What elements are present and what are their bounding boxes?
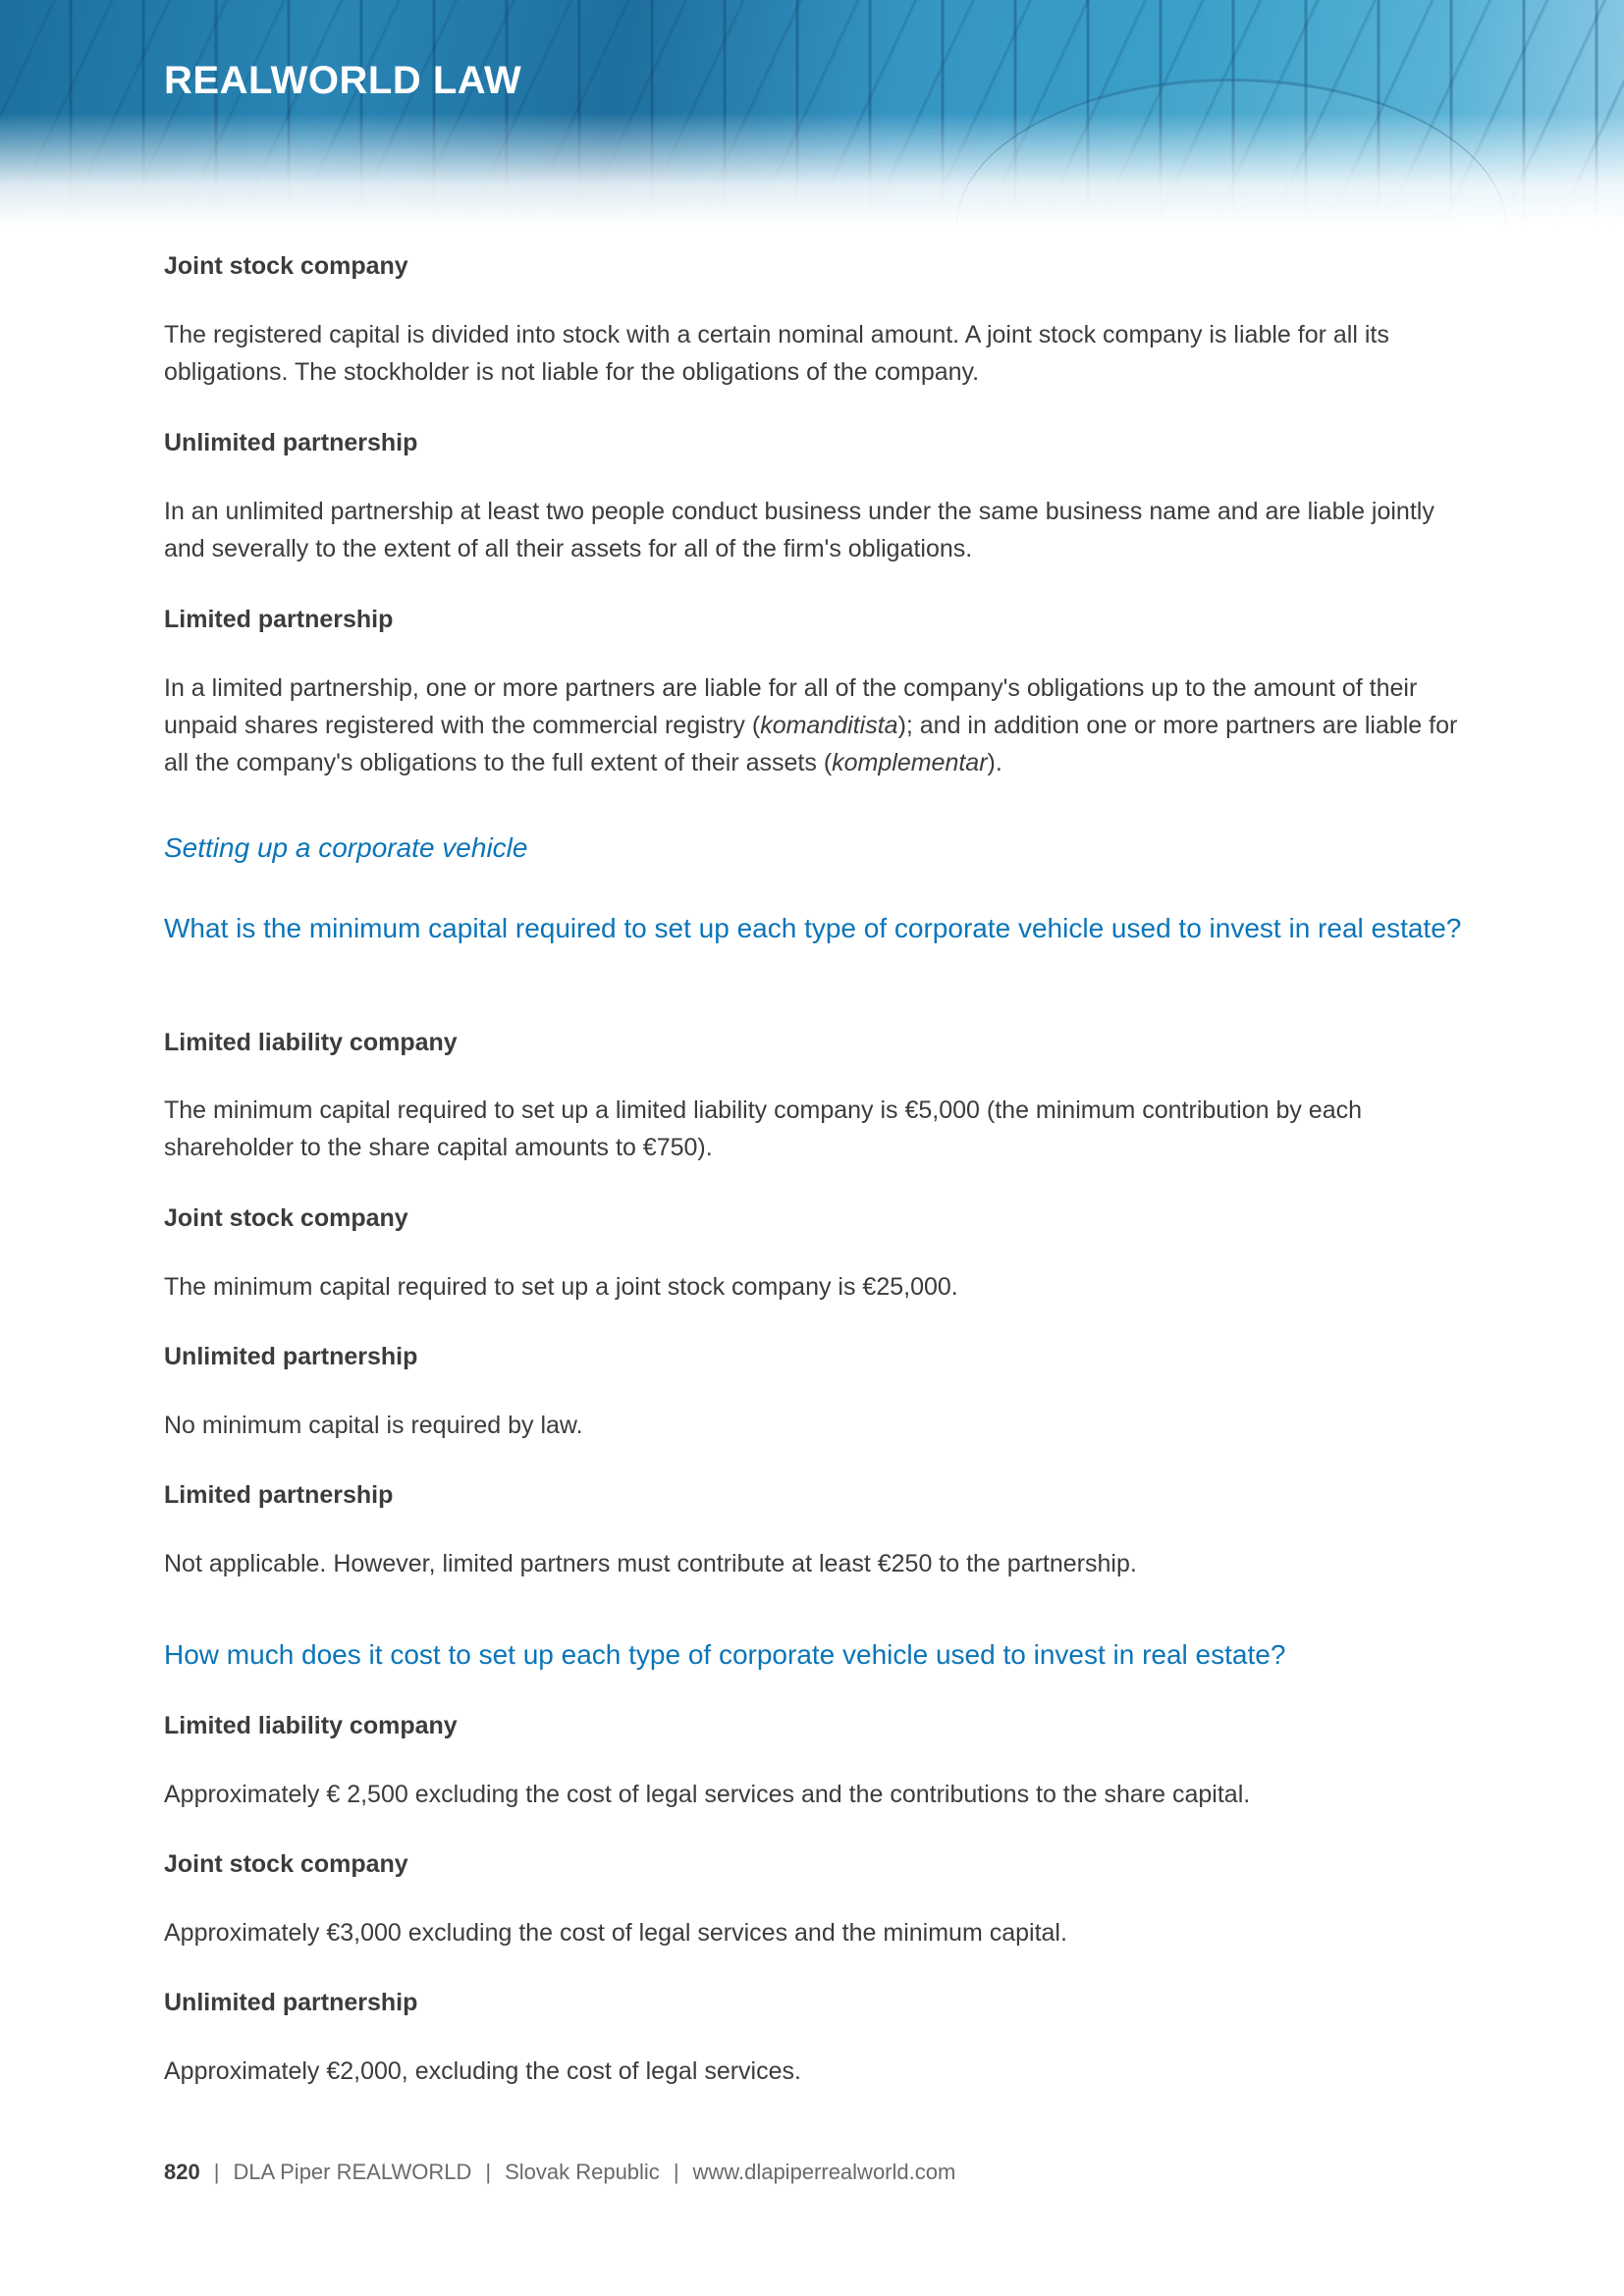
term-komplementar: komplementar	[832, 749, 988, 776]
heading-joint-stock-company: Joint stock company	[164, 252, 408, 280]
q1-heading-lp: Limited partnership	[164, 1481, 394, 1509]
heading-limited-partnership: Limited partnership	[164, 606, 394, 633]
q2-heading-up: Unlimited partnership	[164, 1989, 418, 2016]
paragraph-unlimited-partnership: In an unlimited partnership at least two people conduct business under the same business name and are liable jointly and severally to the extent of all their assets for all of the firm's obligations.	[164, 498, 1435, 562]
question-setup-cost: How much does it cost to set up each type of corporate vehicle used to invest in real estate?	[164, 1639, 1286, 1670]
footer-publication: DLA Piper REALWORLD	[233, 2160, 472, 2184]
section-title: Setting up a corporate vehicle	[164, 832, 528, 863]
footer-separator: |	[485, 2160, 492, 2184]
q2-heading-jsc: Joint stock company	[164, 1850, 408, 1878]
banner-building-image	[956, 79, 1506, 226]
question-minimum-capital: What is the minimum capital required to set up each type of corporate vehicle used to invest in real estate?	[164, 913, 1462, 943]
footer-separator: |	[673, 2160, 679, 2184]
q2-text-jsc: Approximately €3,000 excluding the cost of legal services and the minimum capital.	[164, 1919, 1067, 1947]
heading-unlimited-partnership: Unlimited partnership	[164, 429, 418, 456]
q1-text-jsc: The minimum capital required to set up a joint stock company is €25,000.	[164, 1273, 958, 1301]
footer-website-link[interactable]: www.dlapiperrealworld.com	[692, 2160, 956, 2184]
q1-heading-jsc: Joint stock company	[164, 1204, 408, 1232]
paragraph-limited-partnership	[164, 669, 1470, 781]
q1-text-lp: Not applicable. However, limited partners must contribute at least €250 to the partnership.	[164, 1550, 1137, 1577]
lp-text-2: ); and in addition one or more partners are liable for all the company's obligations to the full extent of their assets (	[164, 712, 1458, 776]
q1-text-llc: The minimum capital required to set up a limited liability company is €5,000 (the minimum contribution by each shareholder to the share capital amounts to €750).	[164, 1096, 1363, 1161]
footer-country: Slovak Republic	[505, 2160, 660, 2184]
lp-text-3: ).	[987, 749, 1002, 776]
q2-heading-llc: Limited liability company	[164, 1712, 458, 1739]
q1-heading-llc: Limited liability company	[164, 1029, 458, 1056]
q1-text-up: No minimum capital is required by law.	[164, 1412, 583, 1439]
footer-separator: |	[213, 2160, 220, 2184]
page-footer	[164, 2160, 955, 2185]
page-number: 820	[164, 2160, 200, 2184]
lp-text-1: In a limited partnership, one or more partners are liable for all of the company's obligations up to the amount of their unpaid shares registered with the commercial registry (	[164, 674, 1418, 739]
q1-heading-up: Unlimited partnership	[164, 1343, 418, 1370]
term-komanditista: komanditista	[760, 712, 898, 739]
q2-text-llc: Approximately € 2,500 excluding the cost of legal services and the contributions to the share capital.	[164, 1781, 1251, 1808]
q2-text-up: Approximately €2,000, excluding the cost of legal services.	[164, 2057, 801, 2085]
header-banner	[0, 0, 1624, 226]
paragraph-joint-stock-company: The registered capital is divided into stock with a certain nominal amount. A joint stock company is liable for all its obligations. The stockholder is not liable for the obligations of the company.	[164, 321, 1389, 386]
banner-title: REALWORLD LAW	[164, 59, 522, 102]
